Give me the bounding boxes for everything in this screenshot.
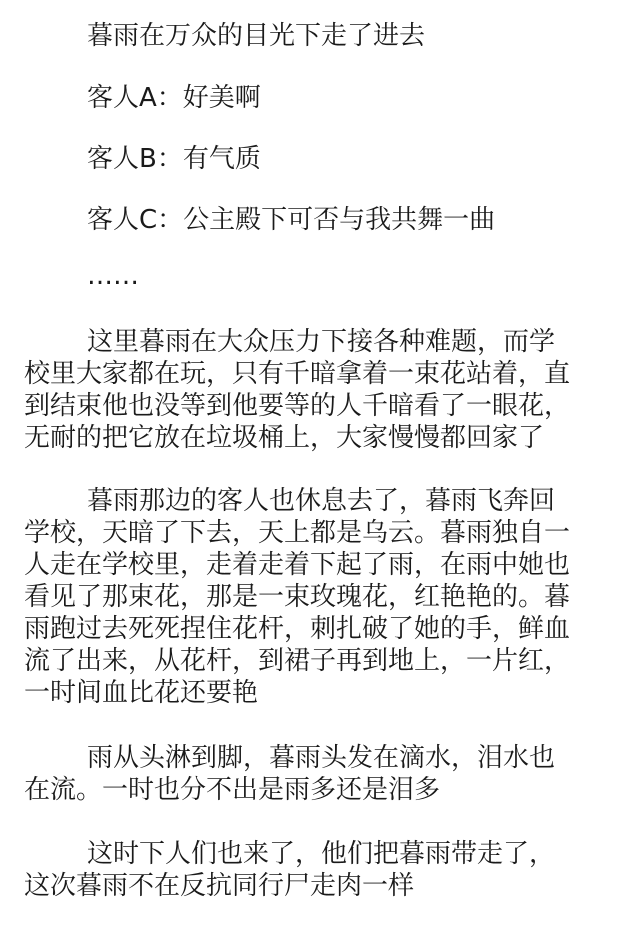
paragraph-line: 无耐的把它放在垃圾桶上，大家慢慢都回家了 [24,423,545,453]
paragraph [24,326,624,454]
dialogue-line: 客人B：有气质 [87,144,261,174]
paragraph-line: 这时下人们也来了，他们把暮雨带走了， [87,839,556,869]
paragraph [24,742,624,806]
paragraph-line: 雨跑过去死死捏住花杆，刺扎破了她的手，鲜血 [24,614,571,644]
paragraph-line: 雨从头淋到脚，暮雨头发在滴水，泪水也 [87,743,556,773]
paragraph-line: 暮雨那边的客人也休息去了，暮雨飞奔回 [87,486,556,516]
paragraph-line: 人走在学校里，走着走着下起了雨，在雨中她也 [24,550,571,580]
dialogue-line: 暮雨在万众的目光下走了进去 [87,21,426,51]
paragraph-line: 一时间血比花还要艳 [24,678,259,708]
paragraph [24,838,624,902]
paragraph-line: 这里暮雨在大众压力下接各种难题，而学 [87,327,556,357]
paragraph-line: 这次暮雨不在反抗同行尸走肉一样 [24,871,415,901]
paragraph-line: 到结束他也没等到他要等的人千暗看了一眼花， [24,391,571,421]
dialogue-line: 客人A：好美啊 [87,83,261,113]
paragraph [24,485,624,709]
paragraph-line: 看见了那束花，那是一束玫瑰花，红艳艳的。暮 [24,582,571,612]
ellipsis-line: …… [87,261,139,291]
paragraph-line: 在流。一时也分不出是雨多还是泪多 [24,775,441,805]
dialogue-line: 客人C：公主殿下可否与我共舞一曲 [87,205,496,235]
paragraph-line: 校里大家都在玩，只有千暗拿着一束花站着，直 [24,359,571,389]
paragraph-line: 流了出来，从花杆，到裙子再到地上，一片红， [24,646,571,676]
paragraph-line: 学校，天暗了下去，天上都是乌云。暮雨独自一 [24,518,571,548]
